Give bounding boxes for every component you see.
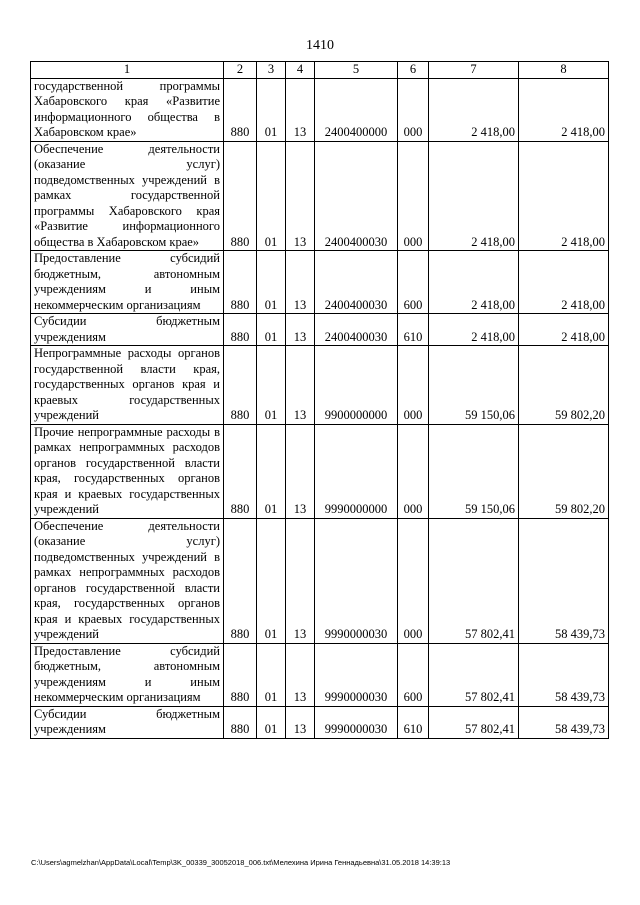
row-ministry-code: 880 xyxy=(224,78,257,141)
table-row xyxy=(31,141,609,251)
row-amount-1: 57 802,41 xyxy=(429,706,519,738)
row-subsection: 13 xyxy=(286,346,315,425)
row-subsection: 13 xyxy=(286,424,315,518)
row-name: Обеспечение деятельности (оказание услуг) подведомственных учреждений в рамках непрограммных расходов органов государственной власти края, государственных органов края и краевых государственных учреждений xyxy=(31,518,224,643)
row-ministry-code: 880 xyxy=(224,706,257,738)
row-ministry-code: 880 xyxy=(224,643,257,706)
row-target-article: 9990000030 xyxy=(315,643,398,706)
header-col-8: 8 xyxy=(519,62,609,79)
row-amount-1: 59 150,06 xyxy=(429,424,519,518)
row-section: 01 xyxy=(257,706,286,738)
row-ministry-code: 880 xyxy=(224,251,257,314)
row-name: Прочие непрограммные расходы в рамках непрограммных расходов органов государственной власти края, государственных органов края и краевых государственных учреждений xyxy=(31,424,224,518)
page-number: 1410 xyxy=(306,38,334,53)
row-expense-type: 600 xyxy=(398,251,429,314)
row-amount-1: 2 418,00 xyxy=(429,251,519,314)
table-row xyxy=(31,346,609,425)
header-col-3: 3 xyxy=(257,62,286,79)
table-row xyxy=(31,706,609,738)
header-col-6: 6 xyxy=(398,62,429,79)
row-section: 01 xyxy=(257,251,286,314)
row-amount-1: 2 418,00 xyxy=(429,78,519,141)
row-target-article: 9990000030 xyxy=(315,706,398,738)
row-name: Предоставление субсидий бюджетным, автономным учреждениям и иным некоммерческим организациям xyxy=(31,643,224,706)
row-section: 01 xyxy=(257,141,286,251)
row-ministry-code: 880 xyxy=(224,141,257,251)
row-expense-type: 000 xyxy=(398,141,429,251)
table-row xyxy=(31,78,609,141)
table-row xyxy=(31,314,609,346)
row-section: 01 xyxy=(257,518,286,643)
row-target-article: 9990000030 xyxy=(315,518,398,643)
row-name: Предоставление субсидий бюджетным, автономным учреждениям и иным некоммерческим организациям xyxy=(31,251,224,314)
header-col-5: 5 xyxy=(315,62,398,79)
row-expense-type: 610 xyxy=(398,314,429,346)
row-section: 01 xyxy=(257,643,286,706)
row-ministry-code: 880 xyxy=(224,314,257,346)
table-row xyxy=(31,251,609,314)
row-subsection: 13 xyxy=(286,251,315,314)
table-row xyxy=(31,424,609,518)
row-amount-1: 59 150,06 xyxy=(429,346,519,425)
row-section: 01 xyxy=(257,346,286,425)
row-amount-1: 2 418,00 xyxy=(429,314,519,346)
row-section: 01 xyxy=(257,314,286,346)
row-target-article: 2400400030 xyxy=(315,251,398,314)
table-row xyxy=(31,643,609,706)
header-col-1: 1 xyxy=(31,62,224,79)
row-ministry-code: 880 xyxy=(224,424,257,518)
row-subsection: 13 xyxy=(286,643,315,706)
budget-table xyxy=(30,61,609,739)
row-target-article: 2400400030 xyxy=(315,141,398,251)
row-amount-2: 2 418,00 xyxy=(519,78,609,141)
row-ministry-code: 880 xyxy=(224,346,257,425)
row-subsection: 13 xyxy=(286,706,315,738)
row-name: государственной программы Хабаровского края «Развитие информационного общества в Хабаровском крае» xyxy=(31,78,224,141)
row-amount-1: 57 802,41 xyxy=(429,518,519,643)
row-target-article: 2400400030 xyxy=(315,314,398,346)
row-ministry-code: 880 xyxy=(224,518,257,643)
row-subsection: 13 xyxy=(286,518,315,643)
row-expense-type: 000 xyxy=(398,78,429,141)
row-amount-2: 59 802,20 xyxy=(519,346,609,425)
table-header-row xyxy=(31,62,609,79)
row-amount-2: 58 439,73 xyxy=(519,518,609,643)
row-amount-2: 58 439,73 xyxy=(519,706,609,738)
row-expense-type: 610 xyxy=(398,706,429,738)
header-col-7: 7 xyxy=(429,62,519,79)
row-amount-2: 58 439,73 xyxy=(519,643,609,706)
header-col-2: 2 xyxy=(224,62,257,79)
file-path-footer: C:\Users\agmelzhan\AppData\Local\Temp\3K_00339_30052018_006.txt\Мелехина Ирина Геннадьевна\31.05.2018 14:39:13 xyxy=(31,858,451,867)
row-name: Субсидии бюджетным учреждениям xyxy=(31,706,224,738)
row-subsection: 13 xyxy=(286,78,315,141)
row-section: 01 xyxy=(257,78,286,141)
table-row xyxy=(31,518,609,643)
row-target-article: 2400400000 xyxy=(315,78,398,141)
row-name: Обеспечение деятельности (оказание услуг) подведомственных учреждений в рамках государственной программы Хабаровского края «Развитие информационного общества в Хабаровском крае» xyxy=(31,141,224,251)
row-subsection: 13 xyxy=(286,141,315,251)
row-section: 01 xyxy=(257,424,286,518)
row-expense-type: 000 xyxy=(398,346,429,425)
row-amount-2: 59 802,20 xyxy=(519,424,609,518)
row-name: Непрограммные расходы органов государственной власти края, государственных органов края и краевых государственных учреждений xyxy=(31,346,224,425)
header-col-4: 4 xyxy=(286,62,315,79)
row-expense-type: 600 xyxy=(398,643,429,706)
row-amount-2: 2 418,00 xyxy=(519,141,609,251)
row-expense-type: 000 xyxy=(398,518,429,643)
row-target-article: 9990000000 xyxy=(315,424,398,518)
row-amount-1: 57 802,41 xyxy=(429,643,519,706)
row-expense-type: 000 xyxy=(398,424,429,518)
row-amount-2: 2 418,00 xyxy=(519,314,609,346)
row-amount-1: 2 418,00 xyxy=(429,141,519,251)
row-subsection: 13 xyxy=(286,314,315,346)
row-target-article: 9900000000 xyxy=(315,346,398,425)
row-amount-2: 2 418,00 xyxy=(519,251,609,314)
row-name: Субсидии бюджетным учреждениям xyxy=(31,314,224,346)
